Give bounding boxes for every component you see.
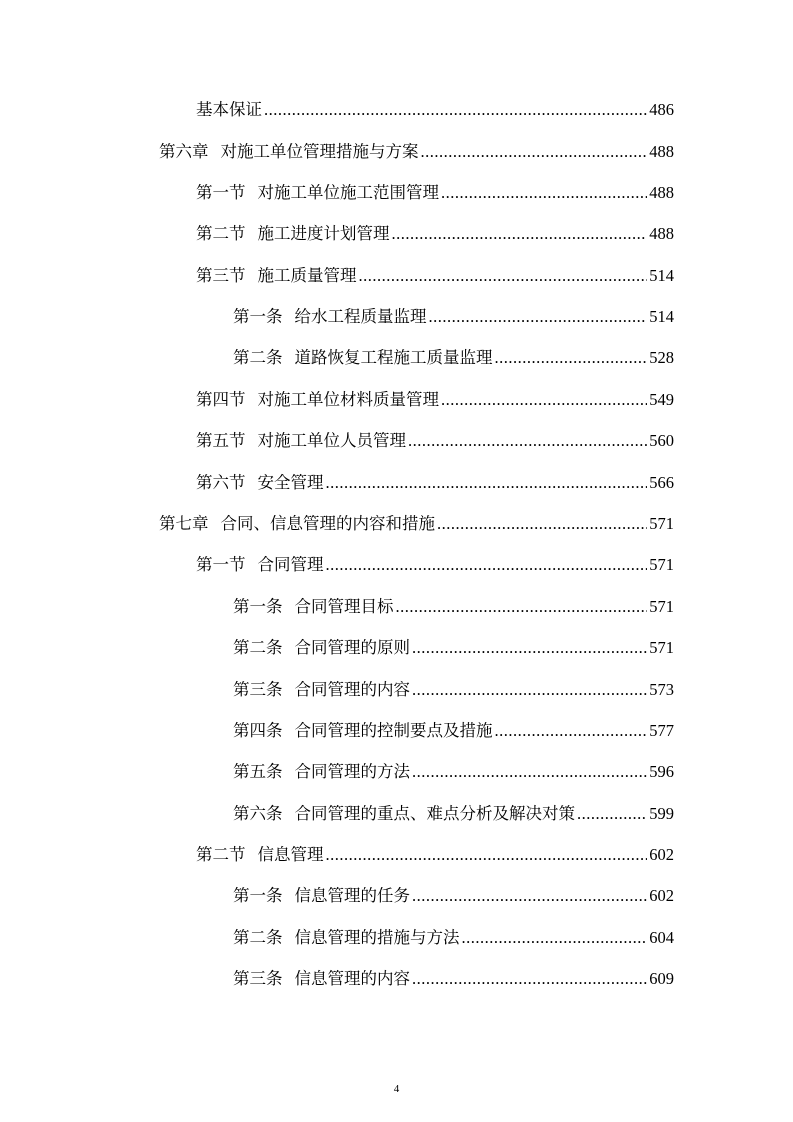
toc-entry[interactable] — [233, 306, 674, 328]
toc-entry-label: 第一条 — [233, 307, 283, 326]
toc-dot-leader — [264, 99, 647, 121]
toc-entry-title: 合同管理 — [257, 555, 324, 574]
toc-entry[interactable] — [233, 803, 674, 825]
toc-entry-label: 第二节 — [196, 845, 246, 864]
toc-entry-label: 第四条 — [233, 721, 283, 740]
toc-dot-leader — [441, 389, 647, 411]
toc-entry-page: 577 — [649, 721, 674, 740]
toc-entry-page: 528 — [649, 348, 674, 367]
toc-entry-page: 571 — [649, 514, 674, 533]
toc-entry-label: 第三条 — [233, 680, 283, 699]
toc-entry-label: 第六章 — [159, 142, 209, 161]
toc-entry-title: 道路恢复工程施工质量监理 — [294, 348, 493, 367]
toc-dot-leader — [495, 347, 648, 369]
toc-entry[interactable] — [233, 596, 674, 618]
toc-entry-page: 571 — [649, 555, 674, 574]
toc-entry-label: 第六节 — [196, 473, 246, 492]
toc-dot-leader — [326, 472, 648, 494]
toc-dot-leader — [412, 679, 647, 701]
toc-entry-title: 施工质量管理 — [257, 266, 357, 285]
toc-entry-page: 596 — [649, 762, 674, 781]
toc-dot-leader — [326, 844, 648, 866]
toc-dot-leader — [412, 761, 647, 783]
toc-entry-label: 第三条 — [233, 969, 283, 988]
toc-dot-leader — [429, 306, 648, 328]
toc-entry-title: 合同管理目标 — [294, 597, 394, 616]
toc-entry-title: 信息管理的任务 — [294, 886, 410, 905]
toc-dot-leader — [396, 596, 648, 618]
toc-entry-label: 第五节 — [196, 431, 246, 450]
toc-entry-title: 信息管理 — [257, 845, 324, 864]
toc-entry[interactable] — [196, 182, 674, 204]
toc-entry-label: 第二节 — [196, 224, 246, 243]
toc-entry-title: 对施工单位施工范围管理 — [257, 183, 439, 202]
page-number: 4 — [393, 1083, 400, 1095]
toc-entry-label: 第四节 — [196, 390, 246, 409]
toc-entry-label: 第五条 — [233, 762, 283, 781]
toc-entry-page: 566 — [649, 473, 674, 492]
toc-entry-label: 第七章 — [159, 514, 209, 533]
toc-dot-leader — [412, 637, 647, 659]
toc-entry-label: 第二条 — [233, 638, 283, 657]
toc-entry[interactable] — [196, 554, 674, 576]
toc-dot-leader — [326, 554, 648, 576]
toc-entry-title: 信息管理的内容 — [294, 969, 410, 988]
toc-entry-page: 549 — [649, 390, 674, 409]
toc-entry-page: 599 — [649, 804, 674, 823]
toc-entry-title: 给水工程质量监理 — [294, 307, 427, 326]
toc-entry-label: 第一条 — [233, 886, 283, 905]
toc-entry-label: 第一条 — [233, 597, 283, 616]
toc-dot-leader — [437, 513, 647, 535]
toc-entry[interactable] — [196, 99, 674, 121]
toc-entry[interactable] — [196, 389, 674, 411]
toc-entry[interactable] — [233, 885, 674, 907]
toc-entry[interactable] — [233, 637, 674, 659]
toc-entry[interactable] — [196, 472, 674, 494]
toc-entry-title: 基本保证 — [196, 100, 262, 119]
toc-entry-page: 602 — [649, 886, 674, 905]
toc-entry-page: 571 — [649, 597, 674, 616]
toc-entry-title: 施工进度计划管理 — [257, 224, 390, 243]
toc-entry[interactable] — [196, 430, 674, 452]
toc-entry[interactable] — [159, 141, 674, 163]
toc-entry-page: 602 — [649, 845, 674, 864]
toc-entry[interactable] — [233, 968, 674, 990]
toc-entry-title: 合同管理的方法 — [294, 762, 410, 781]
toc-entry-page: 514 — [649, 266, 674, 285]
toc-entry-page: 488 — [649, 183, 674, 202]
toc-entry-page: 486 — [649, 100, 674, 119]
toc-entry-title: 合同管理的内容 — [294, 680, 410, 699]
toc-entry-title: 对施工单位人员管理 — [257, 431, 406, 450]
toc-dot-leader — [421, 141, 648, 163]
toc-entry[interactable] — [233, 679, 674, 701]
toc-entry-label: 第一节 — [196, 183, 246, 202]
toc-dot-leader — [392, 223, 648, 245]
toc-entry-page: 604 — [649, 928, 674, 947]
toc-dot-leader — [408, 430, 647, 452]
toc-entry[interactable] — [233, 720, 674, 742]
toc-entry-page: 609 — [649, 969, 674, 988]
toc-entry-page: 514 — [649, 307, 674, 326]
toc-entry-page: 488 — [649, 142, 674, 161]
toc-entry[interactable] — [196, 844, 674, 866]
toc-entry[interactable] — [233, 347, 674, 369]
toc-entry[interactable] — [196, 265, 674, 287]
toc-entry[interactable] — [233, 927, 674, 949]
toc-entry[interactable] — [196, 223, 674, 245]
toc-dot-leader — [577, 803, 647, 825]
toc-entry[interactable] — [233, 761, 674, 783]
toc-entry-label: 第二条 — [233, 928, 283, 947]
toc-entry-title: 合同管理的原则 — [294, 638, 410, 657]
toc-entry-title: 安全管理 — [257, 473, 324, 492]
toc-entry-title: 合同、信息管理的内容和措施 — [220, 514, 435, 533]
toc-entry-title: 合同管理的重点、难点分析及解决对策 — [294, 804, 575, 823]
toc-entry-page: 488 — [649, 224, 674, 243]
toc-entry-title: 对施工单位管理措施与方案 — [220, 142, 419, 161]
toc-entry-title: 信息管理的措施与方法 — [294, 928, 460, 947]
toc-dot-leader — [412, 968, 647, 990]
toc-dot-leader — [412, 885, 647, 907]
toc-entry-page: 560 — [649, 431, 674, 450]
toc-dot-leader — [495, 720, 648, 742]
toc-entry-title: 合同管理的控制要点及措施 — [294, 721, 493, 740]
toc-entry-label: 第六条 — [233, 804, 283, 823]
toc-entry-label: 第一节 — [196, 555, 246, 574]
toc-entry-page: 573 — [649, 680, 674, 699]
toc-dot-leader — [441, 182, 647, 204]
toc-entry-page: 571 — [649, 638, 674, 657]
toc-entry-title: 对施工单位材料质量管理 — [257, 390, 439, 409]
toc-dot-leader — [462, 927, 648, 949]
toc-entry-label: 第三节 — [196, 266, 246, 285]
toc-entry-label: 第二条 — [233, 348, 283, 367]
toc-dot-leader — [359, 265, 648, 287]
toc-entry[interactable] — [159, 513, 674, 535]
